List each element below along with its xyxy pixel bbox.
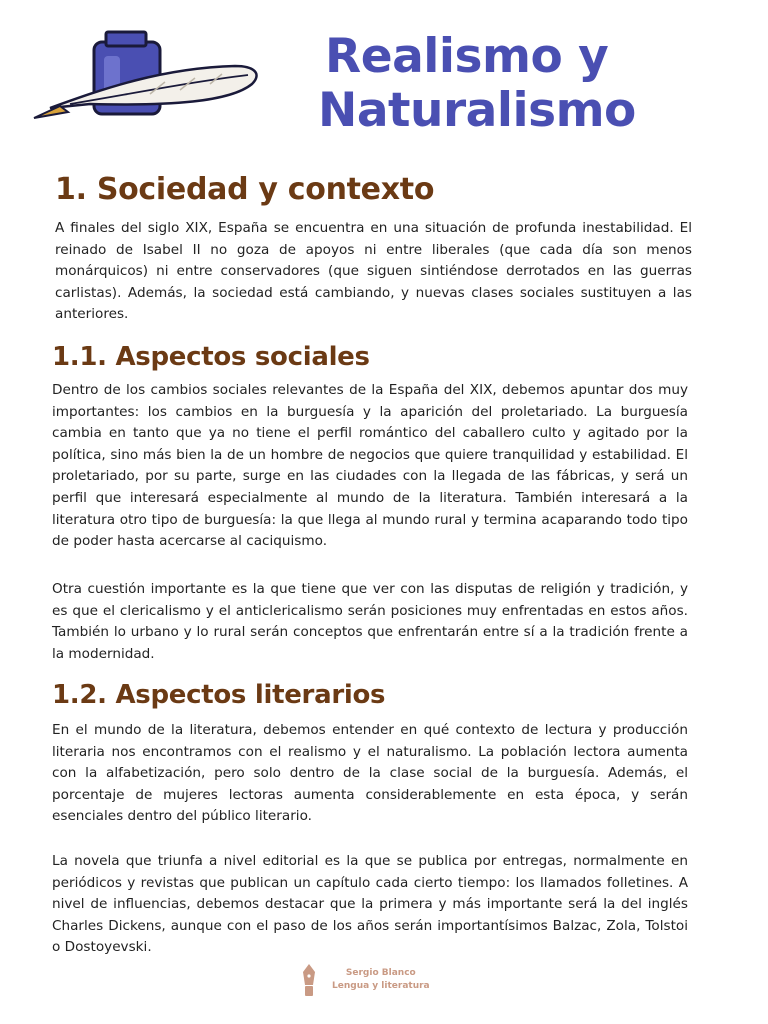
- fountain-pen-icon: [300, 963, 318, 997]
- section-text-sociedad: A finales del siglo XIX, España se encuentra en una situación de profunda inestabilidad. El reinado de Isabel II no goza de apoyos ni entre liberales (que cada día son menos monárquicos) ni entre conservadores (que siguen sintiéndose derrotados en las guerras carlistas). Además, la sociedad está cambiando, y nuevas clases sociales sustituyen a las anteriores.: [55, 220, 692, 323]
- section-heading-aspectos-literarios: 1.2. Aspectos literarios: [52, 680, 386, 710]
- paragraph-aspectos-literarios-1: En el mundo de la literatura, debemos entender en qué contexto de lectura y producción literaria nos encontramos con el realismo y el naturalismo. La población lectora aumenta con la alfabetización, pero solo dentro de la clase social de la burguesía. Además, el porcentaje de mujeres lectoras aumenta considerablemente en esta época, y serán esenciales dentro del público literario.: [52, 722, 688, 825]
- page-title: [318, 30, 738, 138]
- footer-subject: Lengua y literatura: [332, 981, 430, 991]
- section-heading-aspectos-sociales: 1.1. Aspectos sociales: [52, 342, 370, 372]
- paragraph-aspectos-literarios-2: La novela que triunfa a nivel editorial es la que se publica por entregas, normalmente en periódicos y revistas que publican un capítulo cada cierto tiempo: los llamados folletines. A nivel de influencias, debemos destacar que la primera y más importante será la del inglés Charles Dickens, aunque con el paso de los años serán importantísimos Balzac, Zola, Tolstoi o Dostoyevski.: [52, 853, 688, 956]
- section-heading-sociedad: 1. Sociedad y contexto: [55, 172, 435, 207]
- paragraph-aspectos-sociales-1: Dentro de los cambios sociales relevantes de la España del XIX, debemos apuntar dos muy importantes: los cambios en la burguesía y la aparición del proletariado. La burguesía cambia en tanto que ya no tiene el perfil romántico del caballero culto y agitado por la política, sino más bien la de un hombre de negocios que quiere tranquilidad y estabilidad. El proletariado, por su parte, surge en las ciudades con la llegada de las fábricas, y será un perfil que interesará especialmente al mundo de la literatura. También interesará a la literatura otro tipo de burguesía: la que llega al mundo rural y termina acaparando todo tipo de poder hasta acercarse al caciquismo.: [52, 382, 688, 550]
- footer-author: Sergio Blanco: [345, 968, 416, 978]
- footer: [300, 962, 430, 998]
- paragraph-aspectos-sociales-2: Otra cuestión importante es la que tiene que ver con las disputas de religión y tradición, y es que el clericalismo y el anticlericalismo serán posiciones muy enfrentadas en estos años. También lo urbano y lo rural serán conceptos que enfrentarán entre sí a la tradición frente a la modernidad.: [52, 581, 688, 662]
- inkwell-quill-icon: [30, 28, 270, 123]
- title-line-1: Realismo y: [325, 29, 609, 84]
- title-line-2: Naturalismo: [318, 83, 636, 138]
